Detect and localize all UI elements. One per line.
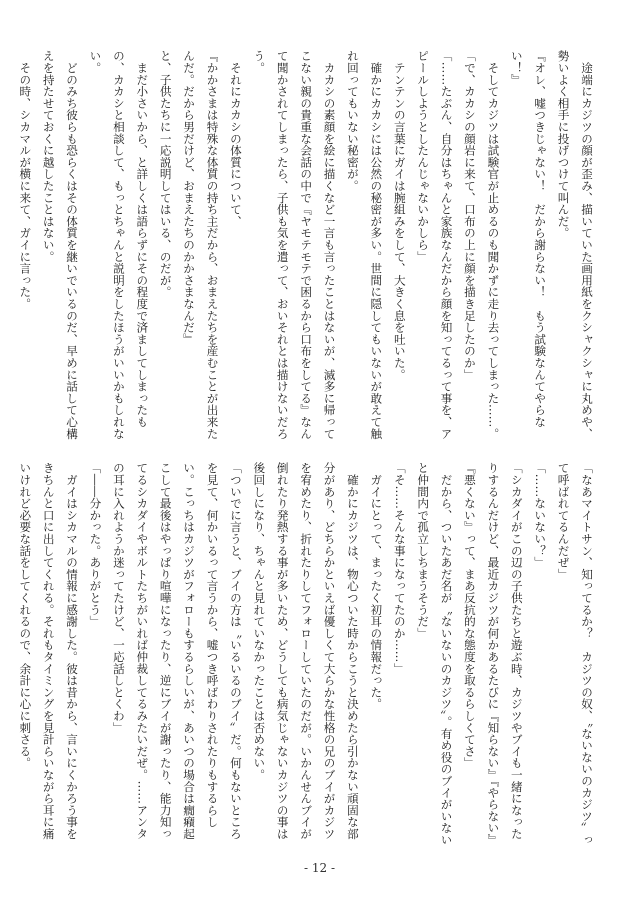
paragraph: と、子供たちに一応説明してはいる、のだが。 (158, 50, 173, 298)
bottom-text-block (18, 462, 598, 850)
paragraph: 「――分かった。ありがとう」 (88, 462, 103, 628)
paragraph: ガイにとって、まったく初耳の情報だった。 (369, 462, 384, 710)
paragraph: そしてカジツは試験官が止めるのも聞かずに走り去ってしまった……。 (486, 50, 501, 440)
paragraph: 「ついでに言うと、ブイの方は〝いるいるのブイ〟だ。何もないところを見て、何かいるって言うから、嘘つき呼ばわりされたりもするらしい。こっちはカジツがフォローもするらしいが、あいつの場合は癇癪起こして最後はやっぱり喧嘩になったり、逆にブイが謝ったり、能力知ってるシカダイやボルトたちがいれば仲裁してるみたいだぜ。……アンタの耳に入れようか迷ってたけど、一応話しとくわ」 (111, 462, 243, 840)
paragraph: 「そ……そんな事になってたのか……」 (392, 462, 407, 675)
paragraph: その時、シカマルが横に来て、ガイに言った。 (18, 50, 33, 310)
page-number: - 12 - (303, 861, 335, 875)
paragraph: だから、ついたあだ名が〝ないないのカジツ〟。有め役のブイがいないと仲間内で孤立しちまうそうだ」 (416, 462, 454, 846)
paragraph: 「なあマイトサン、知ってるか？ カジツの奴、〝ないないのカジツ〟って呼ばれてるんだぜ」 (556, 462, 594, 846)
paragraph: 確かにカジツは、物心ついた時からこうと決めたら引かない頑固な部分があり、どちらかといえば優しくて大らかな性格の兄のブイがカジツを宥めたり、折れたりしてフォローしていたのだが。いかんせんブイが倒れたり発熱する事が多いため、どうしても病気じゃないカジツの事は後回しになり、ちゃんと見れていなかったことは否めない。 (252, 462, 360, 840)
top-text-block (18, 50, 598, 448)
paragraph: どのみち彼らも恐らくはその体質を継いでいるのだ、早めに話して心構えを持たせておくに越したことはない。 (41, 50, 80, 440)
paragraph: それにカカシの体質について、 (228, 50, 243, 227)
paragraph: 「……ないない？」 (533, 462, 548, 569)
paragraph: ガイはシカマルの情報に感謝した。彼は昔から、言いにくかろう事をきちんと口に出してくれる。それもタイミングを見計らいながら耳に痛いけれど必要な話をしてくれるので、余計に心に刺さる。 (18, 462, 80, 840)
paragraph: 「……たぶん、自分はちゃんと家族なんだから顔を知ってるって事を、アピールしようとしたんじゃないかしら」 (416, 50, 454, 440)
paragraph: 『オレ、嘘つきじゃない！ だから謝らない！ もう試験なんてやらない！』 (509, 50, 548, 428)
paragraph: テンテンの言葉にガイは腕組みをして、大きく息を吐いた。 (392, 50, 407, 381)
paragraph: 「シカダイがこの辺の子供たちと遊ぶ時、カジツやブイも一緒になったりするんだけど、最近カジツが何かあるたびに『知らない』『やらない』『悪くない』って、まあ反抗的な態度を取るらしくてさ」 (462, 462, 524, 846)
paragraph: まだ小さいから、と詳しくは語らずにその程度で済ましてしまったもの、カカシと相談して、もっとちゃんと説明をしたほうがいいかもしれない。 (88, 50, 150, 440)
paragraph: 「で、カカシの顔岩に来て、口布の上に顔を描き足したのか」 (462, 50, 477, 381)
paragraph: 『かかさまは特殊な体質の持ち主だから、おまえたちを産むことが出来たんだ。だから男だけど、おまえたちのかかさまなんだ』 (182, 50, 220, 440)
paragraph: 途端にカジツの顔が歪み、描いていた画用紙をクシャクシャに丸めや、勢いよく相手に投げつけて叫んだ。 (556, 50, 594, 440)
paragraph: カカシの素顔を絵に描くなど一言も言ったことはないが、滅多に帰ってこない親の貴重な会話の中で『ヤモテモテで困るから口布をしてる』なんて聞かされてしまったら、子供も気を遣って、おいそれとは描けないだろう。 (252, 50, 337, 440)
paragraph: 確かにカカシには公然の秘密が多い。世間に隠してもいないが敢えて触れ回ってもいない秘密が。 (345, 50, 384, 440)
